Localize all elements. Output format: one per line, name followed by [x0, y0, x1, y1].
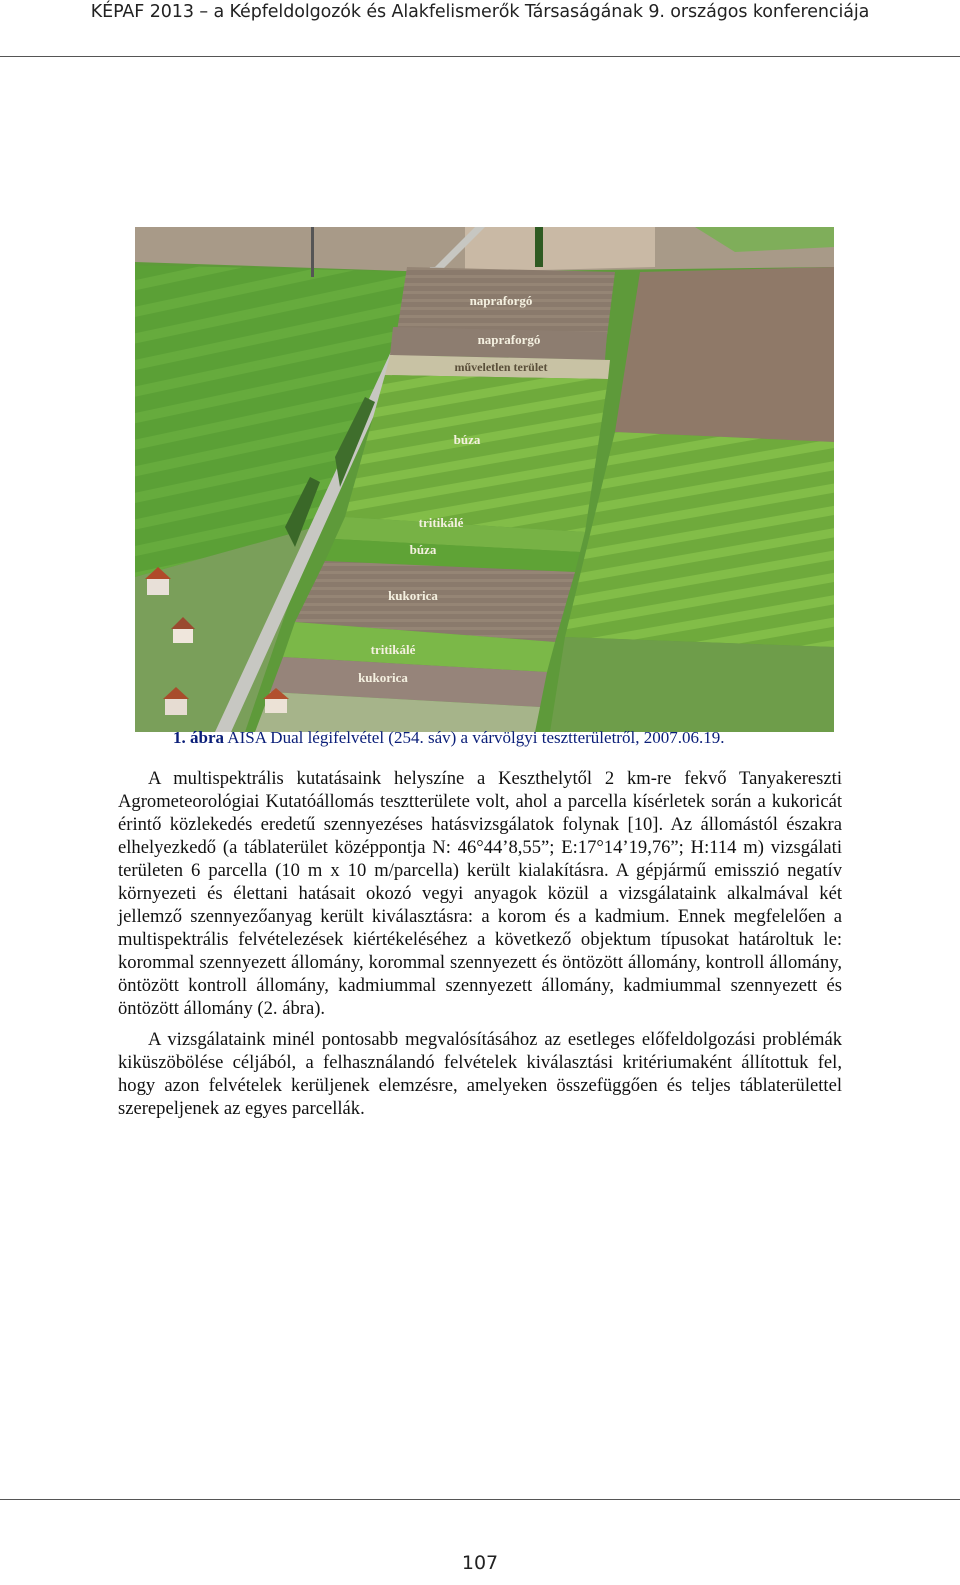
label-tritikale-1: tritikálé	[418, 515, 464, 530]
label-buza-1: búza	[453, 432, 481, 447]
label-buza-2: búza	[409, 542, 437, 557]
label-napraforgo-1: napraforgó	[469, 293, 533, 308]
label-tritikale-2: tritikálé	[370, 642, 416, 657]
running-header: KÉPAF 2013 – a Képfeldolgozók és Alakfelismerők Társaságának 9. országos konferenciája	[90, 2, 870, 22]
body-text	[118, 767, 842, 1120]
label-napraforgo-2: napraforgó	[477, 332, 541, 347]
aerial-photo-figure	[135, 227, 834, 732]
paragraph-1: A multispektrális kutatásaink helyszíne a Keszthelytől 2 km-re fekvő Tanyakereszti Agrometeorológiai Kutatóállomás tesztterülete volt, ahol a parcella kísérletek során a kukoricát érintő közlekedés eredetű szennyezéses hatásvizsgálatok folynak [10]. Az állomástól északra elhelyezkedő (a táblaterület középpontja N: 46°44’8,55”; E:17°14’19,76”; H:114 m) vizsgálati területen 6 parcella (10 m x 10 m/parcella) került kialakításra. A gépjármű emisszió negatív környezeti és élettani hatásait okozó vegyi anyagok közül a vizsgálataink alkalmával két jellemző szennyezőanyag került kiválasztásra: a korom és a kadmium. Ennek megfelelően a multispektrális felvételezések kiértékeléséhez a következő objektum típusokat határoltuk le: korommal szennyezett állomány, korommal szennyezett és öntözött állomány, kontroll állomány, öntözött kontroll állomány, kadmiummal szennyezett állomány, kadmiummal szennyezett és öntözött állomány (2. ábra).	[118, 768, 842, 1019]
figure-caption-text: AISA Dual légifelvétel (254. sáv) a várvölgyi tesztterületről, 2007.06.19.	[224, 728, 725, 747]
paragraph-2: A vizsgálataink minél pontosabb megvalósításához az esetleges előfeldolgozási problémák kiküszöbölése céljából, a felhasználandó felvételek kiválasztási kritériumaként állítottuk fel, hogy azon felvételek kerüljenek elemzésre, amelyeken összefüggően és teljes táblaterülettel szerepeljenek az egyes parcellák.	[118, 1029, 842, 1119]
label-muveletlen-terulet: műveletlen terület	[454, 360, 548, 374]
figure-caption	[173, 728, 724, 748]
footer-rule	[0, 1499, 960, 1500]
header-rule	[0, 56, 960, 57]
figure-number: 1. ábra	[173, 728, 224, 747]
label-kukorica-2: kukorica	[358, 670, 408, 685]
label-kukorica-1: kukorica	[388, 588, 438, 603]
page-number: 107	[461, 1552, 499, 1574]
